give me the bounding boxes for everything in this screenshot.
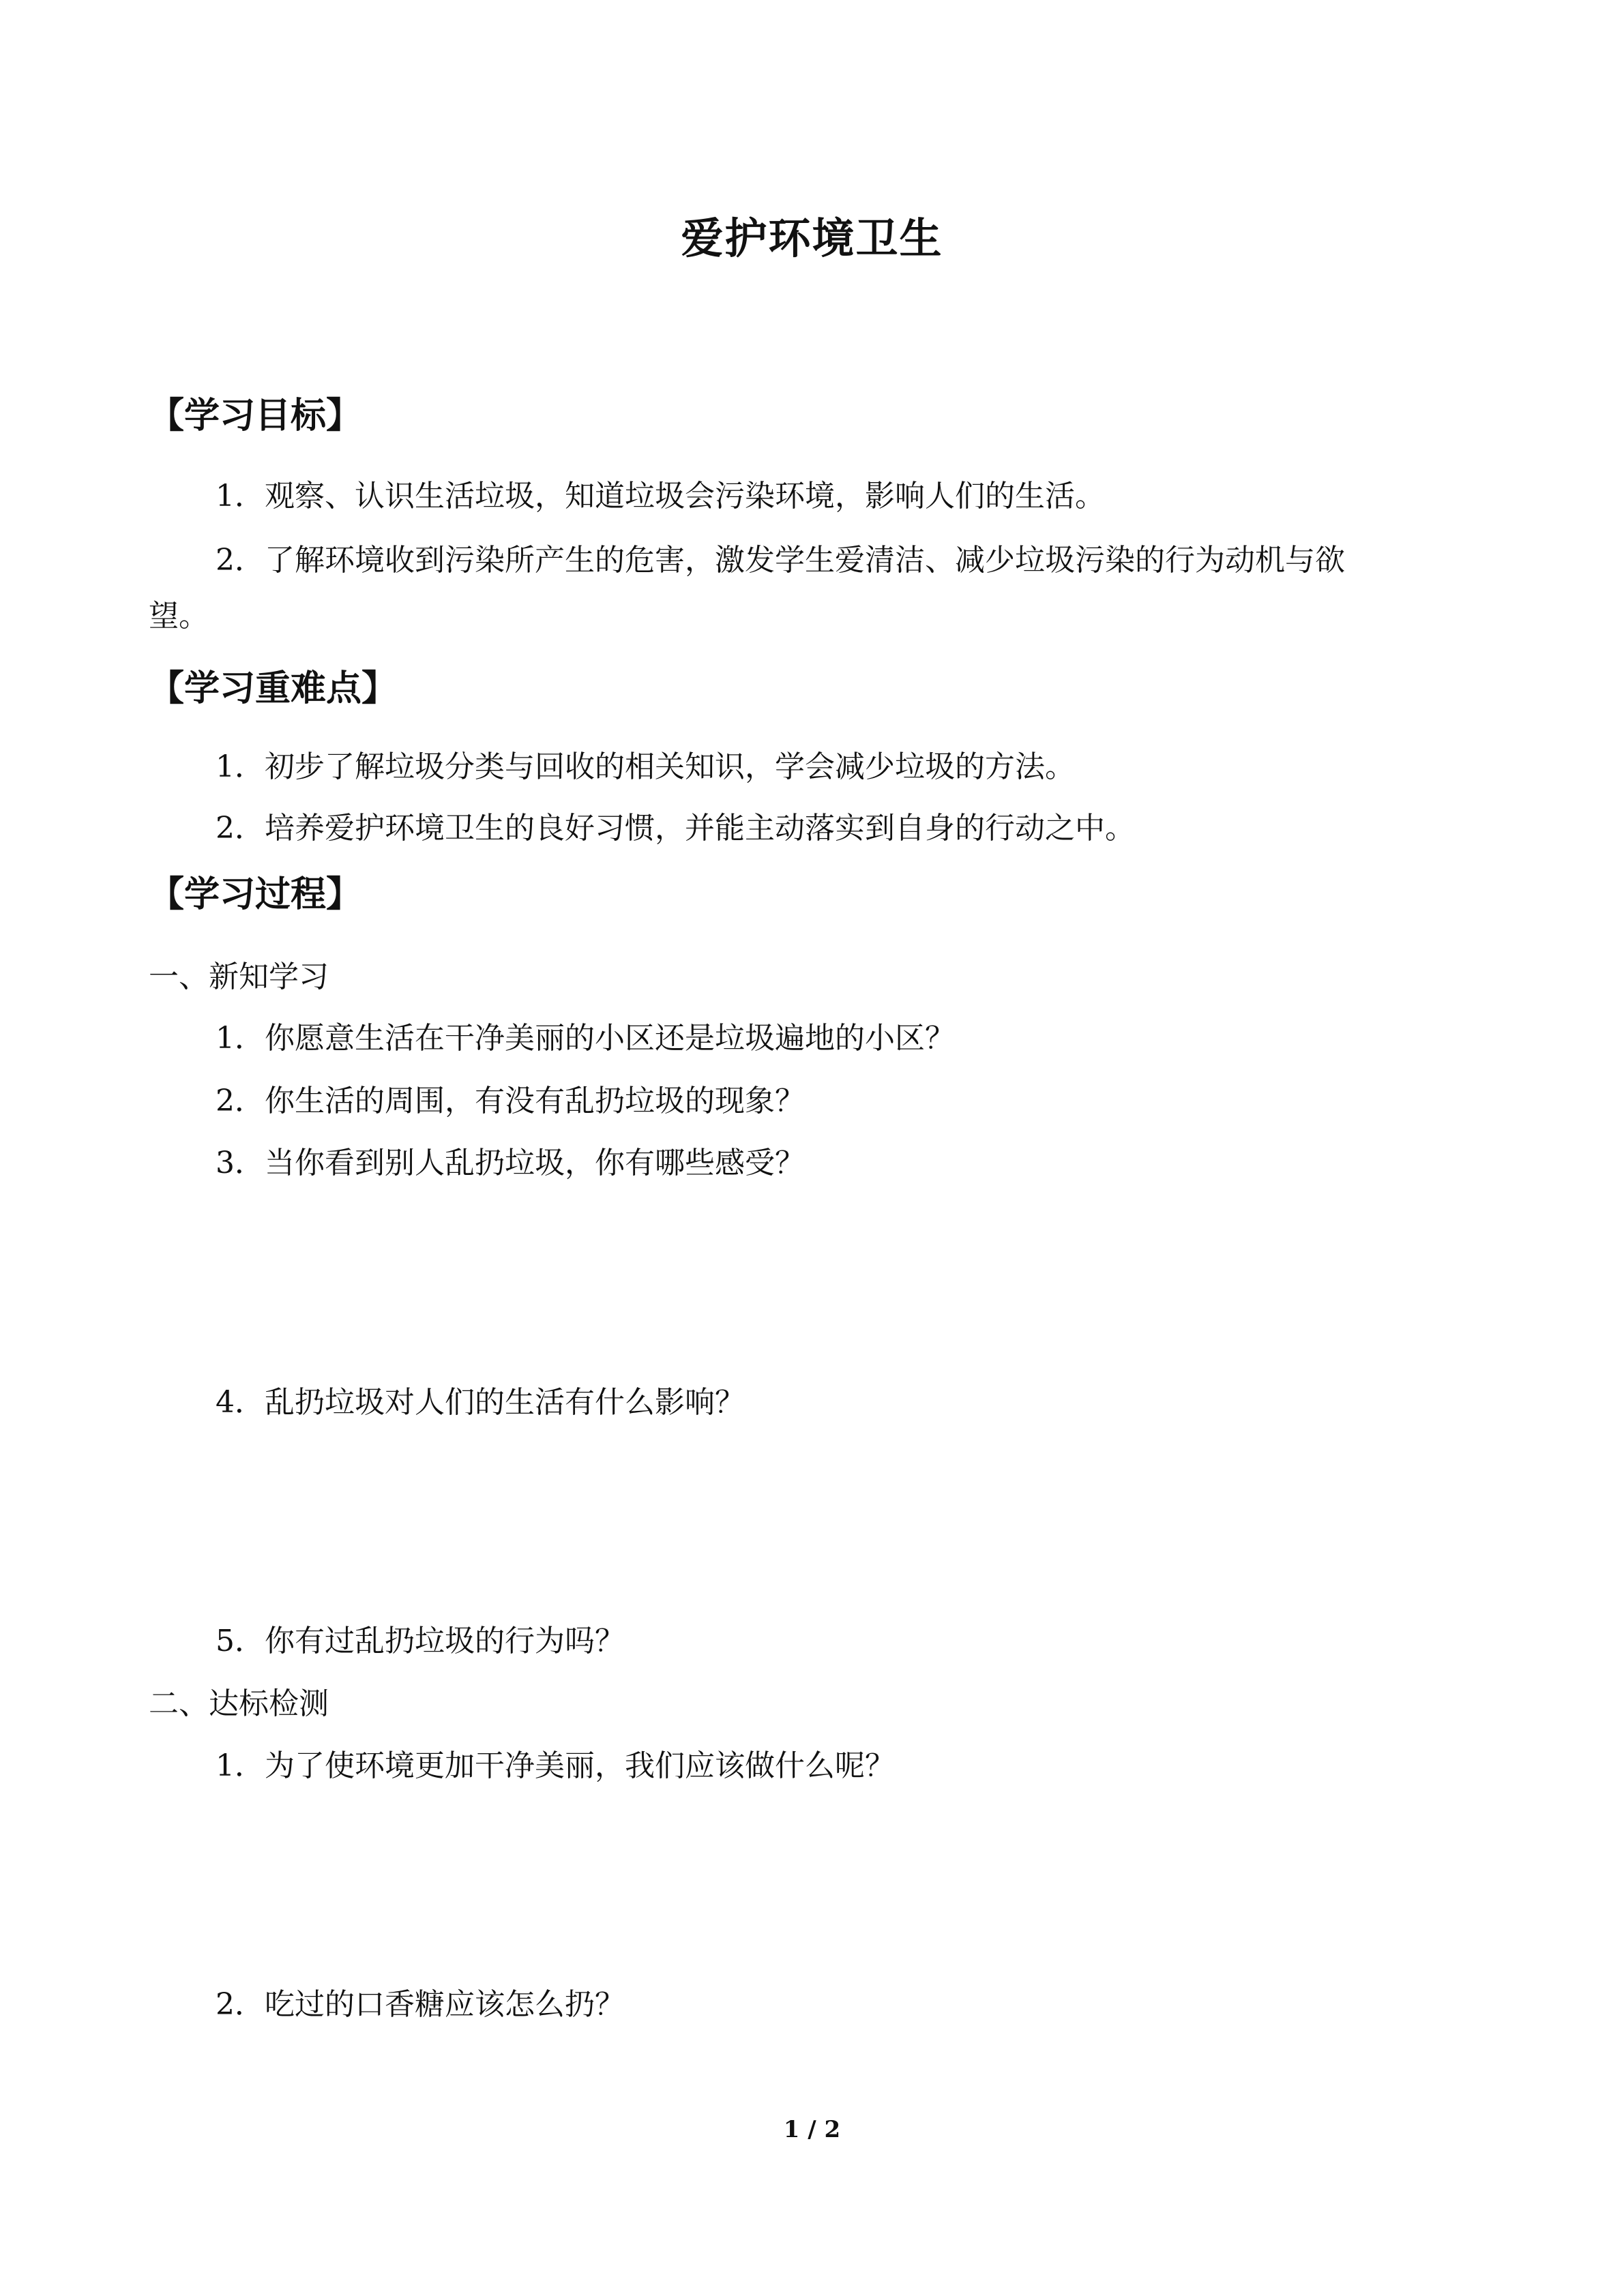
goal-item: 2．了解环境收到污染所产生的危害，激发学生爱清洁、减少垃圾污染的行为动机与欲 [216,543,1345,578]
question-item: 1．为了使环境更加干净美丽，我们应该做什么呢？ [216,1748,895,1783]
section-heading-process: 【学习过程】 [149,874,362,915]
key-point-item: 2．培养爱护环境卫生的良好习惯，并能主动落实到自身的行动之中。 [216,811,1135,846]
section-heading-goals: 【学习目标】 [149,395,362,436]
question-item: 2．吃过的口香糖应该怎么扔？ [216,1987,625,2022]
question-item: 3．当你看到别人乱扔垃圾，你有哪些感受？ [216,1146,805,1180]
page-number: 1 / 2 [783,2116,841,2143]
part-label-assessment: 二、达标检测 [149,1686,329,1721]
question-item: 5．你有过乱扔垃圾的行为吗？ [216,1624,625,1658]
goal-item: 1．观察、认识生活垃圾，知道垃圾会污染环境，影响人们的生活。 [216,479,1105,513]
question-item: 1．你愿意生活在干净美丽的小区还是垃圾遍地的小区？ [216,1021,955,1056]
key-point-item: 1．初步了解垃圾分类与回收的相关知识，学会减少垃圾的方法。 [216,749,1075,784]
question-item: 4．乱扔垃圾对人们的生活有什么影响？ [216,1385,745,1420]
part-label-new-knowledge: 一、新知学习 [149,959,329,994]
question-item: 2．你生活的周围，有没有乱扔垃圾的现象？ [216,1084,805,1118]
goal-item-continuation: 望。 [149,599,209,633]
section-heading-key-points: 【学习重难点】 [149,668,398,709]
document-title: 爱护环境卫生 [681,213,943,263]
